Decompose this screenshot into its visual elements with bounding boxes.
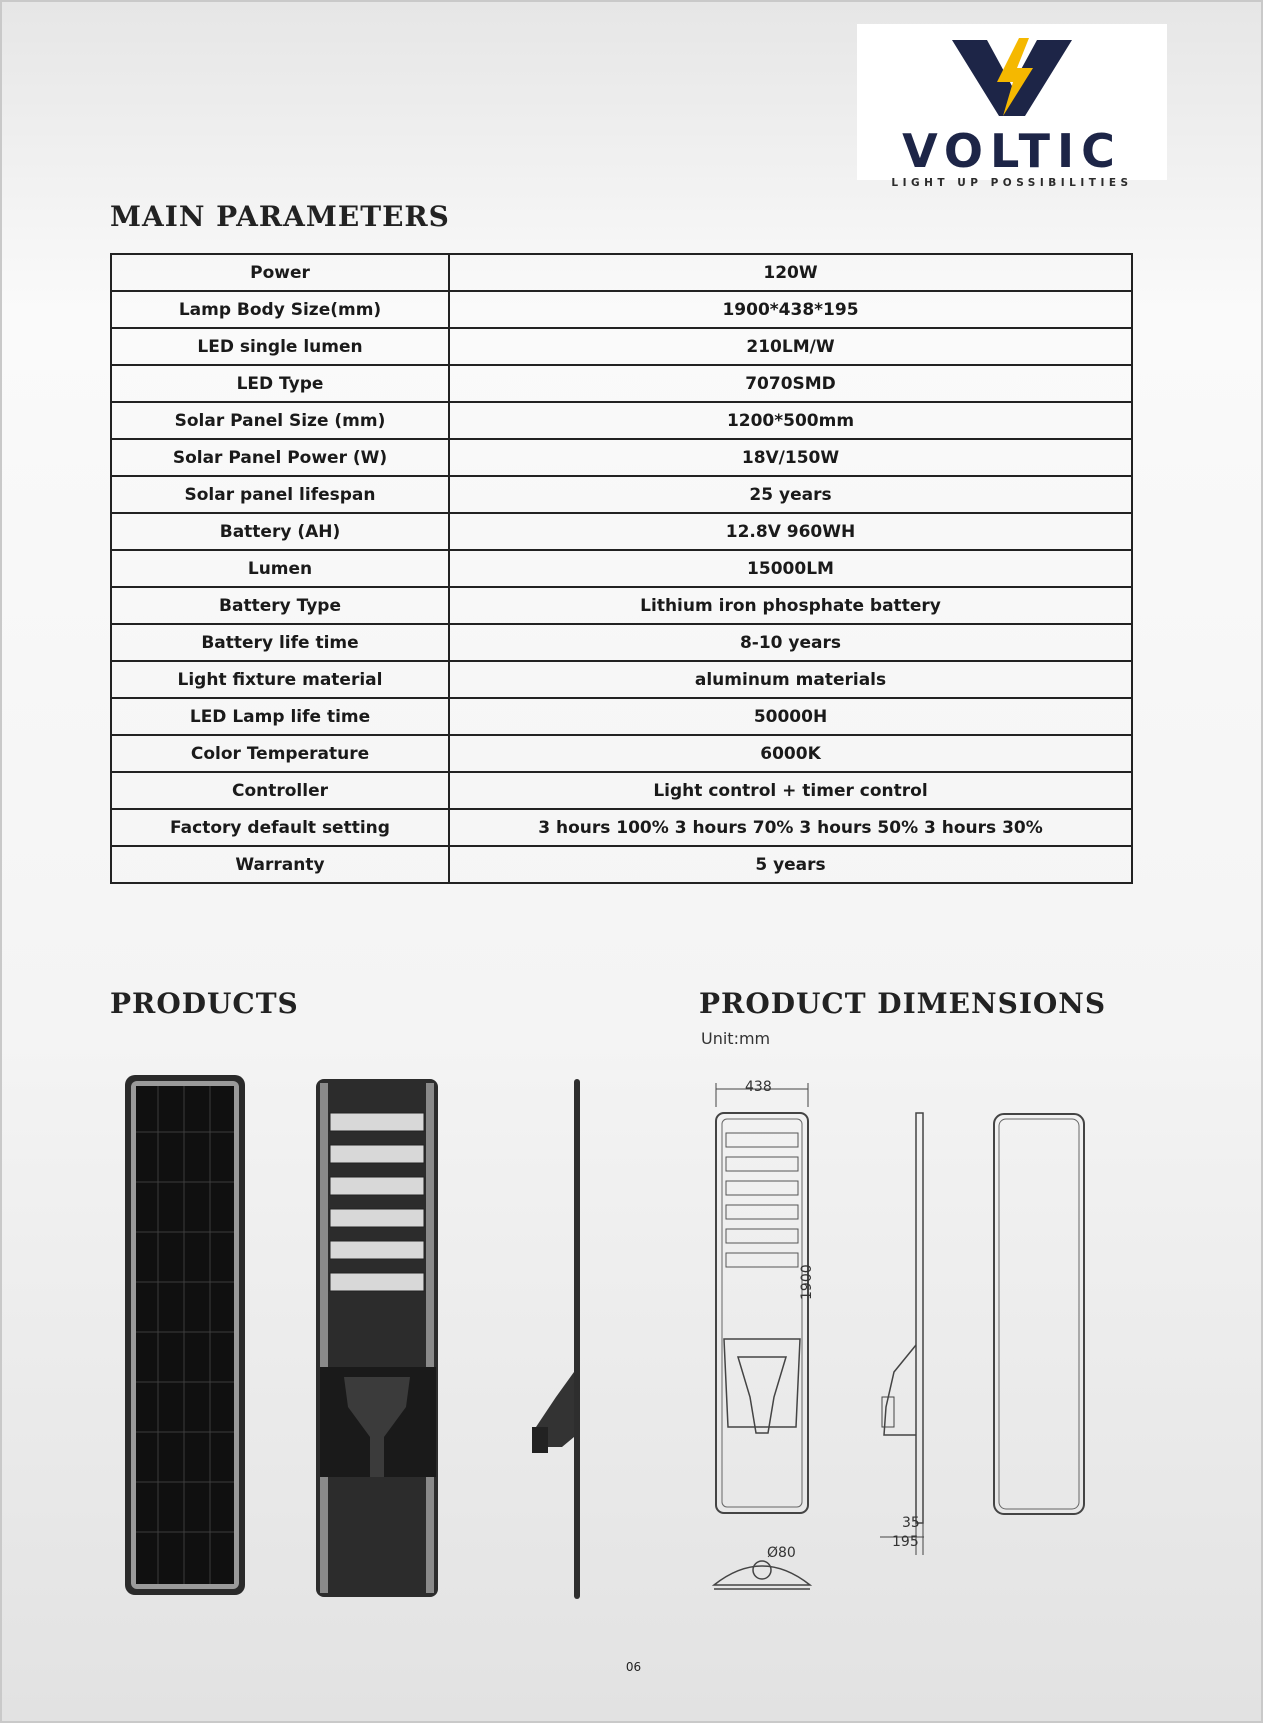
table-row [111, 846, 1132, 883]
table-row [111, 809, 1132, 846]
brand-logo [857, 24, 1167, 189]
param-label: Factory default setting [111, 809, 449, 846]
param-value: Light control + timer control [449, 772, 1132, 809]
param-value: 7070SMD [449, 365, 1132, 402]
table-row [111, 328, 1132, 365]
table-row [111, 254, 1132, 291]
unit-label: Unit:mm [701, 1029, 771, 1048]
param-value: 15000LM [449, 550, 1132, 587]
brand-name: VOLTIC [902, 124, 1122, 178]
main-parameters-heading: MAIN PARAMETERS [110, 200, 450, 233]
param-label: Power [111, 254, 449, 291]
led-lamp-front-image [314, 1077, 444, 1602]
table-row [111, 513, 1132, 550]
page-number: 06 [625, 1660, 642, 1674]
brand-tagline: LIGHT UP POSSIBILITIES [891, 177, 1133, 189]
led-lamp-side-image [522, 1077, 582, 1602]
table-row [111, 735, 1132, 772]
param-label: Warranty [111, 846, 449, 883]
param-value: 5 years [449, 846, 1132, 883]
table-row [111, 365, 1132, 402]
param-value: 12.8V 960WH [449, 513, 1132, 550]
table-row [111, 291, 1132, 328]
table-row [111, 402, 1132, 439]
pole-diameter-dimension: Ø80 [767, 1545, 796, 1561]
thickness-dimension: 35 [902, 1515, 920, 1531]
param-value: 3 hours 100% 3 hours 70% 3 hours 50% 3 hours 30% [449, 809, 1132, 846]
length-dimension: 1900 [799, 1264, 815, 1300]
table-row [111, 772, 1132, 809]
product-dimensions-heading: PRODUCT DIMENSIONS [699, 987, 1107, 1020]
table-row [111, 661, 1132, 698]
front-dimension-drawing [702, 1077, 822, 1617]
products-heading: PRODUCTS [110, 987, 299, 1020]
param-label: LED Type [111, 365, 449, 402]
param-value: 8-10 years [449, 624, 1132, 661]
table-row [111, 439, 1132, 476]
solar-panel-image [122, 1072, 262, 1602]
param-value: 25 years [449, 476, 1132, 513]
param-value: 120W [449, 254, 1132, 291]
param-label: Solar Panel Power (W) [111, 439, 449, 476]
param-label: Lumen [111, 550, 449, 587]
param-label: Battery Type [111, 587, 449, 624]
parameters-table [110, 253, 1133, 884]
side-dimension-drawing [872, 1107, 942, 1557]
width-dimension: 438 [745, 1079, 772, 1095]
param-label: Light fixture material [111, 661, 449, 698]
param-value: 210LM/W [449, 328, 1132, 365]
param-label: Solar Panel Size (mm) [111, 402, 449, 439]
param-label: LED single lumen [111, 328, 449, 365]
table-row [111, 587, 1132, 624]
param-value: 1200*500mm [449, 402, 1132, 439]
param-label: Controller [111, 772, 449, 809]
param-label: Battery life time [111, 624, 449, 661]
param-label: Battery (AH) [111, 513, 449, 550]
param-value: 50000H [449, 698, 1132, 735]
table-row [111, 624, 1132, 661]
depth-dimension: 195 [892, 1534, 919, 1550]
param-label: Color Temperature [111, 735, 449, 772]
param-value: aluminum materials [449, 661, 1132, 698]
param-value: 6000K [449, 735, 1132, 772]
param-label: Solar panel lifespan [111, 476, 449, 513]
param-value: 18V/150W [449, 439, 1132, 476]
table-row [111, 476, 1132, 513]
voltic-v-mark-icon [857, 24, 1167, 124]
back-dimension-drawing [990, 1110, 1088, 1520]
param-value: Lithium iron phosphate battery [449, 587, 1132, 624]
param-label: LED Lamp life time [111, 698, 449, 735]
table-row [111, 550, 1132, 587]
param-value: 1900*438*195 [449, 291, 1132, 328]
param-label: Lamp Body Size(mm) [111, 291, 449, 328]
table-row [111, 698, 1132, 735]
